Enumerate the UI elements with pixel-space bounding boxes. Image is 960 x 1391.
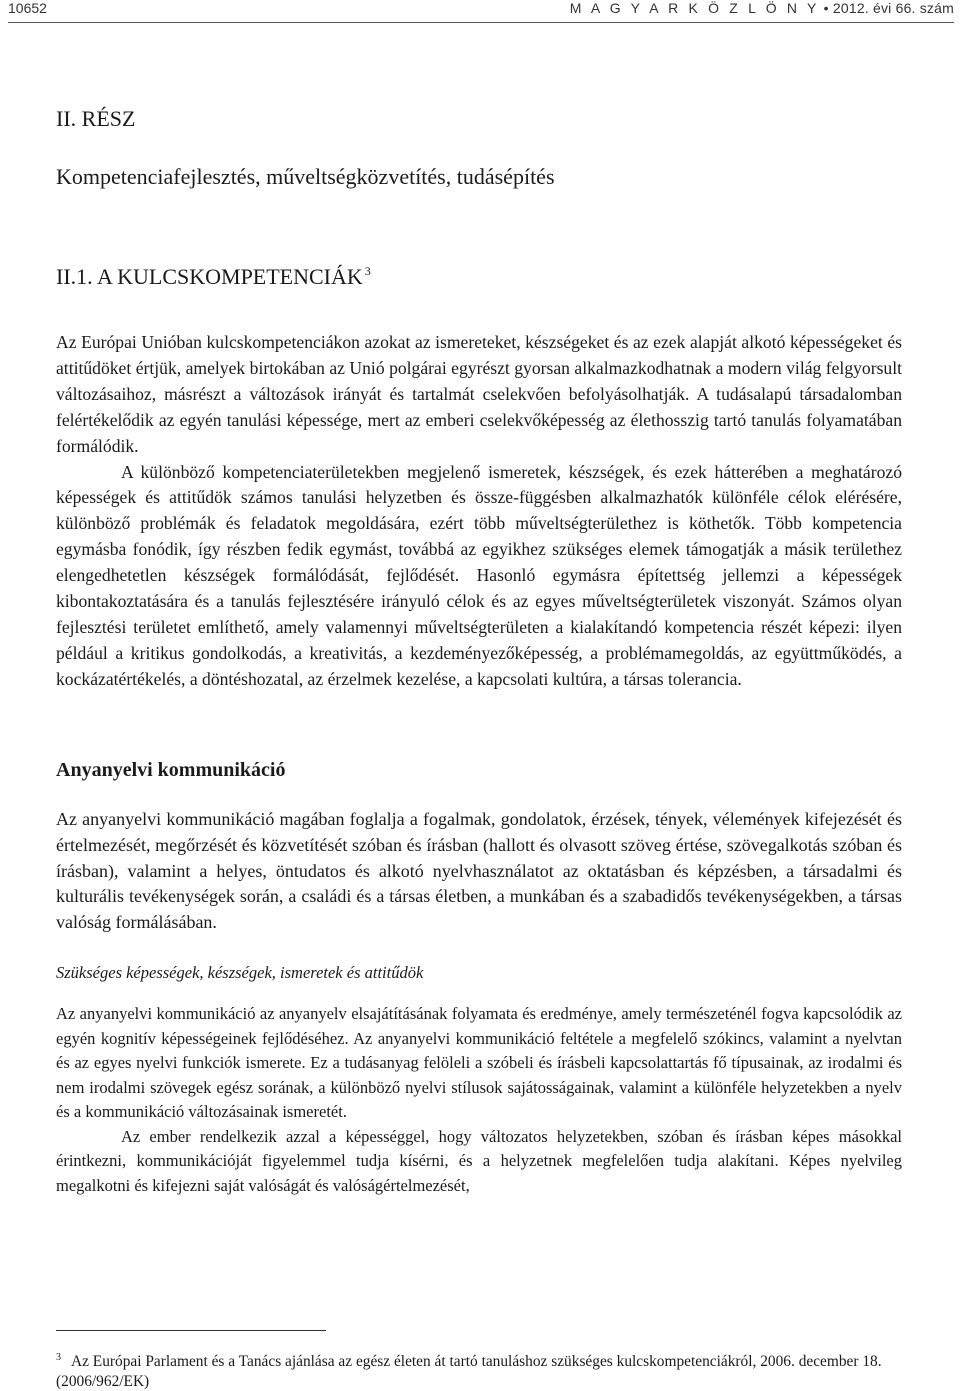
section-title-text: II.1. A KULCSKOMPETENCIÁK <box>56 264 363 289</box>
footnote-rule <box>56 1330 326 1331</box>
footnote-ref[interactable]: 3 <box>364 264 371 278</box>
paragraph-skills: Az anyanyelvi kommunikáció az anyanyelv elsajátításának folyamata és eredménye, amely természeténél fogva kapcsolódik az egyén kognitív képességeinek fejlődéséhez. Az anyanyelvi kommunikáció feltétele a megfelelő szókincs, valamint a nyelvtan és az egyes nyelvi funkciók ismerete. Ez a tudásanyag felöleli a szóbeli és írásbeli kapcsolattartás fő típusainak, az irodalmi és nem irodalmi szövegek egész sorának, a különböző nyelvi stílusok sajátosságainak, valamint a különféle helyzetekben a nyelv és a kommunikáció változásainak ismeretét. <box>56 1004 902 1122</box>
footnote-mark: 3 <box>56 1352 61 1363</box>
issue-label: 2012. évi 66. szám <box>832 0 954 16</box>
italic-heading: Szükséges képességek, készségek, ismeretek és attitűdök <box>56 963 424 983</box>
issue-marker: • <box>823 0 833 16</box>
subsection-intro: Az anyanyelvi kommunikáció magában foglalja a fogalmak, gondolatok, érzések, tények, vélemények kifejezését és értelmezését, megőrzését és közvetítését szóban és írásban (hallott és olvasott szöveg értése, szövegalkotás szóban és írásban), valamint a helyes, öntudatos és alkotó nyelvhasználatot az oktatásban és képzésben, a társadalmi és kulturális tevékenységek során, a családi és a társas életben, a munkában és a szabadidős tevékenységekben, a társas valóság formálásában. <box>56 808 902 933</box>
section-title <box>56 256 902 292</box>
paragraph-abilities: Az ember rendelkezik azzal a képességgel, hogy változatos helyzetekben, szóban és írásban képes másokkal érintkezni, kommunikációját figyelemmel tudja kísérni, és a helyzetnek megfelelően tudja alakítani. Képes nyelvileg megalkotni és kifejezni saját valóságát és valóságértelmezését, <box>56 1126 902 1195</box>
part-subtitle: Kompetenciafejlesztés, műveltségközvetítés, tudásépítés <box>56 164 555 189</box>
page-number: 10652 <box>8 0 47 16</box>
subsection-title: Anyanyelvi kommunikáció <box>56 758 286 781</box>
header-rule <box>8 22 954 23</box>
journal-header <box>570 0 954 16</box>
page-body <box>56 104 902 1198</box>
part-title: II. RÉSZ <box>56 106 136 131</box>
footnote <box>56 1348 902 1391</box>
footnote-text: Az Európai Parlament és a Tanács ajánlása az egész életen át tartó tanuláshoz szükséges kulcskompetenciákról, 2006. december 18. (2006/962/EK) <box>56 1353 882 1390</box>
paragraph-intro: Az Európai Unióban kulcskompetenciákon azokat az ismereteket, készségeket és az ezek alapját alkotó képességeket és attitűdöket értjük, amelyek birtokában az Unió polgárai egyrészt gyorsan alkalmazkodhatnak a modern világ felgyorsult változásaihoz, másrészt a változások irányát és tartalmát cselekvően befolyásolhatják. A tudásalapú társadalomban felértékelődik az egyén tanulási képessége, mert az emberi cselekvőképesség az élethosszig tartó tanulás folyamatában formálódik. <box>56 332 902 456</box>
journal-name: M A G Y A R K Ö Z L Ö N Y <box>569 0 820 16</box>
paragraph-competence-areas: A különböző kompetenciaterületekben megjelenő ismeretek, készségek, és ezek hátterében a meghatározó képességek és attitűdök számos tanulási helyzetben és össze-függésben alkalmazhatók különféle célok elérésére, különböző problémák és feladatok megoldására, ezért több műveltségterülethez is köthetők. Több kompetencia egymásba fonódik, így részben fedik egymást, továbbá az egyikhez szükséges elemek támogatják a másik területhez elengedhetetlen készségek formálódását, fejlődését. Hasonló egymásra építettség jellemzi a képességek kibontakoztatására és a tanulás fejlesztésére irányuló célok és az egyes műveltségterületek viszonyát. Számos olyan fejlesztési területet említhető, amely valamennyi műveltségterületen a kialakítandó kompetencia részét képezi: ilyen például a kritikus gondolkodás, a kreativitás, a kezdeményezőképesség, a problémamegoldás, az együttműködés, a kockázatértékelés, a döntéshozatal, az érzelmek kezelése, a kapcsolati kultúra, a társas tolerancia. <box>56 461 902 689</box>
